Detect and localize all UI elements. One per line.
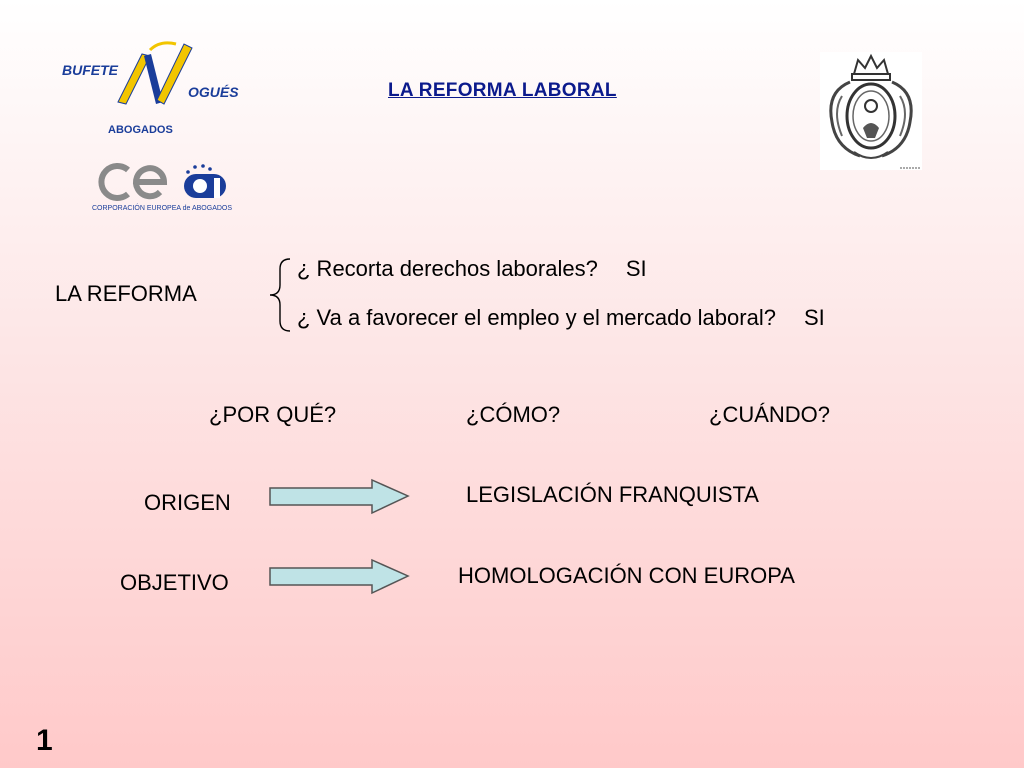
right-arrow-icon: [268, 558, 410, 603]
coat-of-arms-seal: [820, 52, 922, 170]
abogados-word: ABOGADOS: [108, 124, 173, 136]
right-arrow-icon: [268, 478, 410, 523]
heading-como: ¿CÓMO?: [466, 402, 561, 427]
bufete-word: BUFETE: [62, 62, 118, 78]
question-text: ¿ Va a favorecer el empleo y el mercado laboral?: [297, 305, 776, 330]
question-answer: SI: [803, 305, 825, 330]
bufete-nogues-logo: [60, 40, 260, 140]
origen-label: ORIGEN: [144, 490, 231, 515]
cea-logo: [90, 150, 240, 218]
cea-lettermark-icon: [90, 150, 240, 202]
cea-tagline: CORPORACIÓN EUROPEA de ABOGADOS: [92, 205, 233, 212]
slide-number: 1: [36, 724, 53, 757]
origen-value: LEGISLACIÓN FRANQUISTA: [466, 482, 759, 507]
heading-cuando: ¿CUÁNDO?: [709, 402, 831, 427]
curly-brace-icon: [268, 255, 294, 340]
objetivo-label: OBJETIVO: [120, 570, 229, 595]
question-text: ¿ Recorta derechos laborales?: [297, 256, 598, 281]
question-row: [297, 256, 647, 282]
coat-of-arms-icon: [820, 52, 922, 170]
reforma-label: LA REFORMA: [55, 281, 197, 306]
nogues-word: OGUÉS: [188, 84, 239, 100]
page-title: LA REFORMA LABORAL: [388, 80, 617, 101]
question-row: [297, 305, 825, 331]
heading-por-que: ¿POR QUÉ?: [209, 402, 337, 427]
question-answer: SI: [625, 256, 647, 281]
objetivo-value: HOMOLOGACIÓN CON EUROPA: [458, 563, 795, 588]
